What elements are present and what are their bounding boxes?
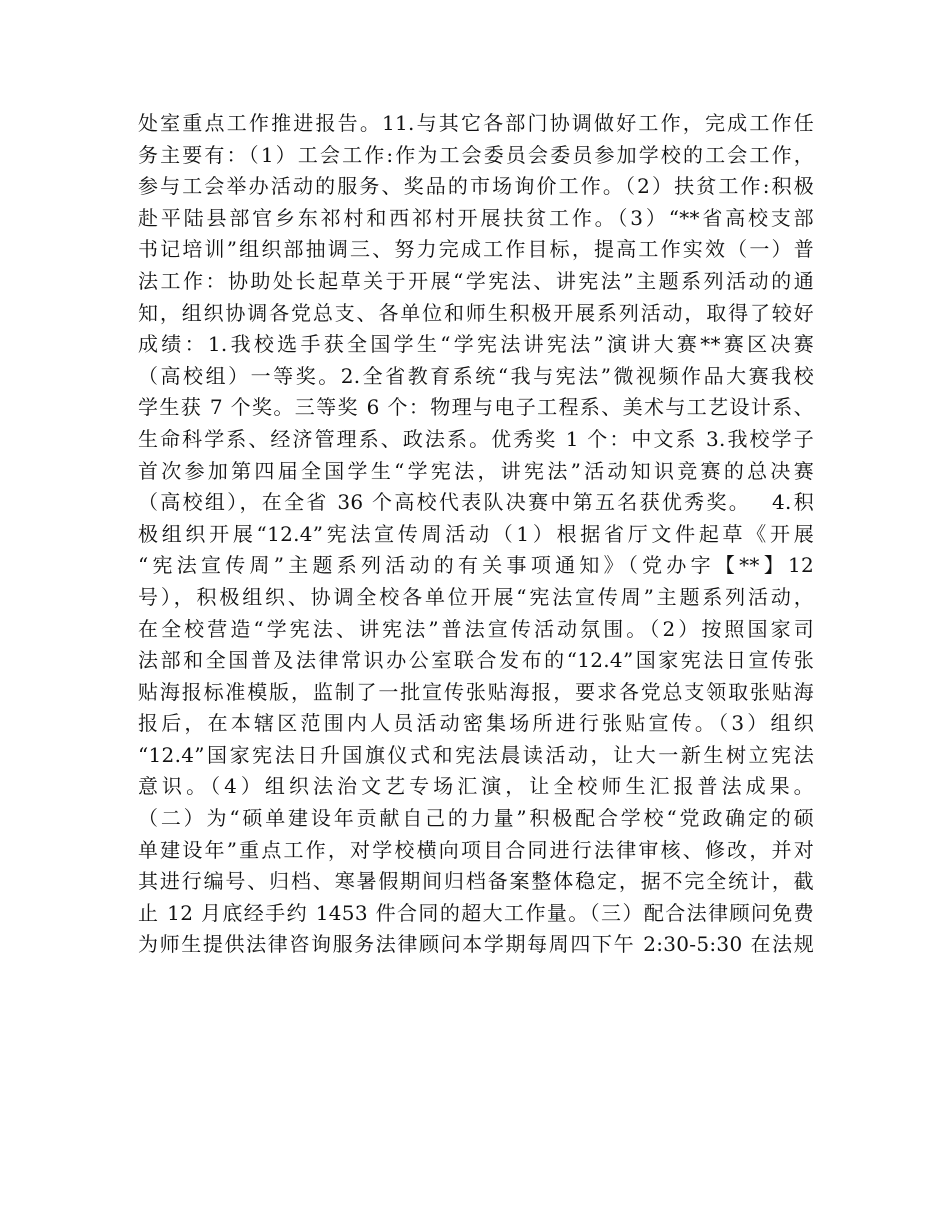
text-line-3: 参与工会举办活动的服务、奖品的市场询价工作。（2）扶贫工作:积极 xyxy=(138,174,814,199)
text-line-4: 赴平陆县部官乡东祁村和西祁村开展扶贫工作。（3）“**省高校支部 xyxy=(138,205,814,230)
text-line-13: （高校组），在全省 36 个高校代表队决赛中第五名获优秀奖。 4.积 xyxy=(138,490,814,515)
text-line-1: 处室重点工作推进报告。11.与其它各部门协调做好工作，完成工作任 xyxy=(138,111,814,135)
text-line-11: 生命科学系、经济管理系、政法系。优秀奖 1 个：中文系 3.我校学子 xyxy=(138,426,814,451)
text-line-23: （二）为“硕单建设年贡献自己的力量”积极配合学校“党政确定的硕 xyxy=(138,806,814,831)
text-line-6: 法工作：协助处长起草关于开展“学宪法、讲宪法”主题系列活动的通 xyxy=(138,268,814,293)
text-line-15: “宪法宣传周”主题系列活动的有关事项通知》（党办字【**】12 xyxy=(138,553,814,578)
text-line-2: 务主要有：（1）工会工作:作为工会委员会委员参加学校的工会工作， xyxy=(138,142,814,167)
text-line-7: 知，组织协调各党总支、各单位和师生积极开展系列活动，取得了较好 xyxy=(138,300,814,325)
text-line-9: （高校组）一等奖。2.全省教育系统“我与宪法”微视频作品大赛我校 xyxy=(138,363,814,388)
text-line-20: 报后，在本辖区范围内人员活动密集场所进行张贴宣传。（3）组织 xyxy=(138,711,814,736)
text-line-27: 为师生提供法律咨询服务法律顾问本学期每周四下午 2:30-5:30 在法规 xyxy=(138,932,814,957)
text-line-19: 贴海报标准模版，监制了一批宣传张贴海报，要求各党总支领取张贴海 xyxy=(138,679,814,704)
text-line-5: 书记培训”组织部抽调三、努力完成工作目标，提高工作实效（一）普 xyxy=(138,237,814,262)
text-line-12: 首次参加第四届全国学生“学宪法，讲宪法”活动知识竞赛的总决赛 xyxy=(138,458,814,483)
text-line-22: 意识。（4）组织法治文艺专场汇演，让全校师生汇报普法成果。 xyxy=(138,774,814,799)
text-line-8: 成绩：1.我校选手获全国学生“学宪法讲宪法”演讲大赛**赛区决赛 xyxy=(138,332,814,357)
text-line-16: 号），积极组织、协调全校各单位开展“宪法宣传周”主题系列活动， xyxy=(138,584,814,609)
text-line-10: 学生获 7 个奖。三等奖 6 个：物理与电子工程系、美术与工艺设计系、 xyxy=(138,395,814,420)
text-line-17: 在全校营造“学宪法、讲宪法”普法宣传活动氛围。（2）按照国家司 xyxy=(138,616,814,641)
text-line-25: 其进行编号、归档、寒暑假期间归档备案整体稳定，据不完全统计，截 xyxy=(138,869,814,894)
text-line-24: 单建设年”重点工作，对学校横向项目合同进行法律审核、修改，并对 xyxy=(138,837,814,862)
text-line-21: “12.4”国家宪法日升国旗仪式和宪法晨读活动，让大一新生树立宪法 xyxy=(138,742,814,767)
text-line-26: 止 12 月底经手约 1453 件合同的超大工作量。（三）配合法律顾问免费 xyxy=(138,900,814,925)
text-line-18: 法部和全国普及法律常识办公室联合发布的“12.4”国家宪法日宣传张 xyxy=(138,648,814,673)
text-line-14: 极组织开展“12.4”宪法宣传周活动（1）根据省厅文件起草《开展 xyxy=(138,521,814,546)
body-text xyxy=(138,108,814,961)
